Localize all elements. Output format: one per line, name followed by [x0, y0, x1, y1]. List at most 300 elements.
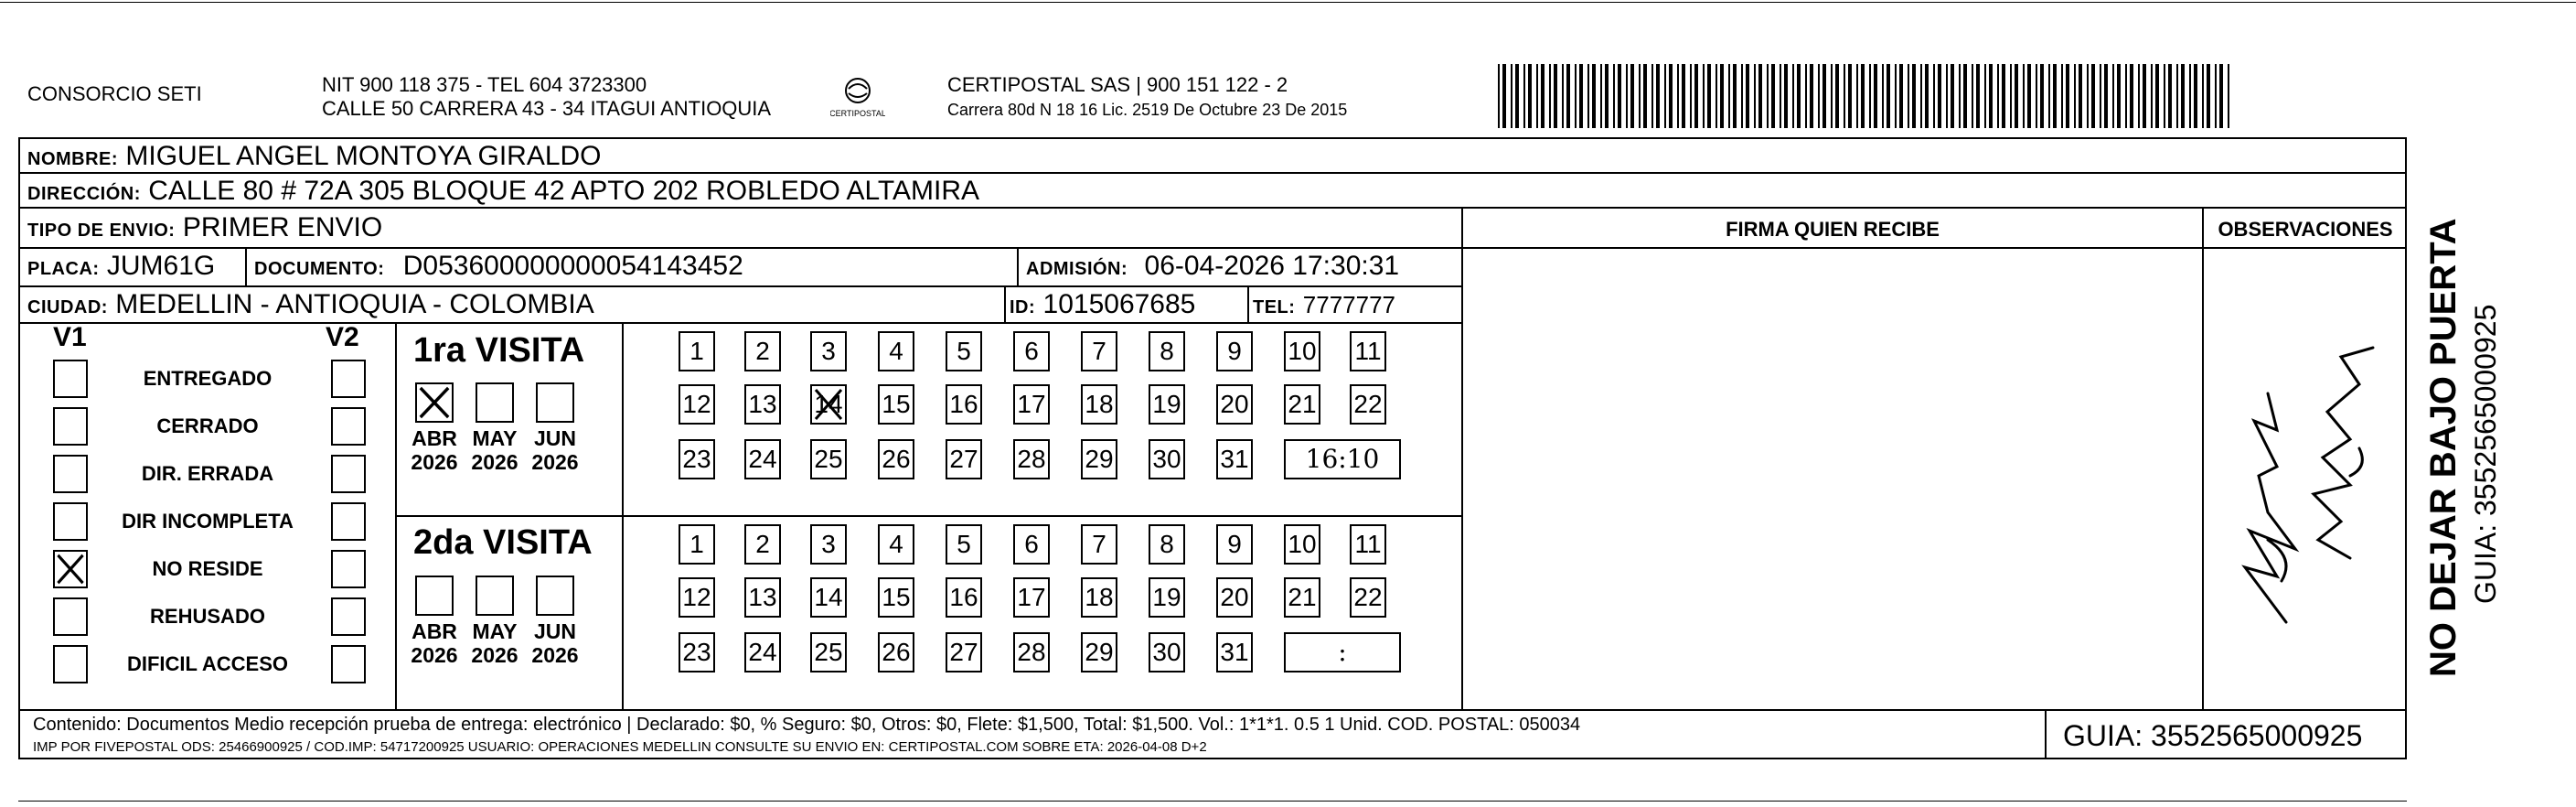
visit1-day-label: 28 — [1017, 445, 1046, 473]
visit1-title: 1ra VISITA — [413, 331, 585, 370]
barcode-bar — [2023, 64, 2025, 128]
barcode-bar — [2079, 64, 2082, 128]
barcode-bar — [2228, 64, 2229, 128]
visit1-month-checkbox-abr[interactable] — [415, 382, 454, 423]
divider — [1017, 247, 1019, 285]
visit1-day-box[interactable] — [878, 439, 914, 479]
visit2-time-field[interactable]: : — [1284, 632, 1401, 672]
barcode-bar — [1613, 64, 1615, 128]
documento-label: DOCUMENTO: — [254, 259, 385, 279]
barcode-bar — [2143, 64, 2146, 128]
visit1-day-box[interactable] — [1149, 384, 1185, 425]
status-label: DIFICIL ACCESO — [126, 652, 288, 675]
visit2-day-label: 24 — [748, 638, 777, 666]
visit1-day-label: 9 — [1227, 337, 1242, 365]
visit1-day-label: 16 — [949, 390, 978, 418]
barcode-bar — [2125, 64, 2127, 128]
visit1-day-box[interactable] — [1216, 331, 1253, 371]
v1-checkbox-dir-errada[interactable] — [53, 455, 88, 493]
visit2-day-label: 26 — [882, 638, 911, 666]
v1-checkbox-entregado[interactable] — [53, 360, 88, 398]
visit2-day-box[interactable] — [810, 577, 847, 618]
barcode-bar — [1754, 64, 1756, 128]
visit1-day-label: 7 — [1092, 337, 1106, 365]
barcode-bar — [1758, 64, 1762, 128]
barcode-bar — [1728, 64, 1730, 128]
id-value: 1015067685 — [1042, 289, 1196, 319]
barcode-bar — [1912, 64, 1916, 128]
visit1-day-label: 19 — [1152, 390, 1181, 418]
documento-cell — [254, 250, 743, 285]
visit1-day-label: 12 — [682, 390, 711, 418]
visit2-month-label: JUN — [533, 619, 576, 643]
visit2-month-checkbox-jun[interactable] — [536, 576, 574, 616]
visit2-year-label: 2026 — [471, 643, 518, 667]
v1-checkbox-rehusado[interactable] — [53, 597, 88, 636]
barcode-bar — [2207, 64, 2210, 128]
barcode-bar — [1651, 64, 1653, 128]
logo-text: CERTIPOSTAL — [830, 109, 885, 118]
tel-cell — [1253, 288, 1395, 324]
visit1-day-box[interactable] — [679, 384, 715, 425]
visit1-day-label: 23 — [682, 445, 711, 473]
visit2-day-box[interactable] — [1081, 632, 1117, 672]
visit2-day-label: 17 — [1017, 583, 1046, 611]
visit1-day-label: 2 — [755, 337, 770, 365]
visit1-day-box[interactable] — [810, 439, 847, 479]
visit1-day-label: 18 — [1085, 390, 1114, 418]
visit1-day-label: 5 — [957, 337, 971, 365]
visit2-month-checkbox-may[interactable] — [476, 576, 514, 616]
visit1-day-box[interactable] — [1350, 384, 1386, 425]
visit1-day-label: 8 — [1160, 337, 1174, 365]
visit1-day-label: 10 — [1288, 337, 1317, 365]
visit1-day-box[interactable] — [946, 331, 982, 371]
barcode-bar — [1895, 64, 1897, 128]
visit2-day-label: 10 — [1288, 530, 1317, 558]
barcode-bar — [1792, 64, 1794, 128]
side-guia: GUIA: 3552565000925 — [2469, 304, 2502, 604]
visit2-day-label: 18 — [1085, 583, 1114, 611]
barcode-bar — [1784, 64, 1788, 128]
barcode-bar — [2027, 64, 2031, 128]
barcode-bar — [1592, 64, 1596, 128]
barcode-bar — [1575, 64, 1577, 128]
visit2-day-box[interactable] — [1081, 524, 1117, 565]
divider — [18, 247, 2407, 249]
visit2-day-label: 20 — [1220, 583, 1249, 611]
barcode-bar — [1933, 64, 1935, 128]
barcode-bar — [1844, 64, 1845, 128]
courier-line: CERTIPOSTAL SAS | 900 151 122 - 2 — [947, 73, 1288, 96]
visit1-day-label: 29 — [1085, 445, 1114, 473]
visit2-year-label: 2026 — [531, 643, 579, 667]
barcode-bar — [1741, 64, 1743, 128]
visit1-day-box[interactable] — [744, 439, 781, 479]
barcode-bar — [1579, 64, 1583, 128]
visit2-day-label: 12 — [682, 583, 711, 611]
v2-checkbox-no-reside[interactable] — [331, 550, 366, 588]
barcode-bar — [1856, 64, 1858, 128]
visit2-year-label: 2026 — [411, 643, 458, 667]
barcode-bar — [1989, 64, 1993, 128]
tipo-row — [27, 211, 382, 247]
barcode-bar — [2048, 64, 2050, 128]
v1-checkbox-no-reside[interactable] — [53, 550, 88, 588]
direccion-row — [27, 175, 979, 210]
divider — [395, 515, 1461, 517]
visit2-day-box[interactable] — [679, 524, 715, 565]
direccion-value: CALLE 80 # 72A 305 BLOQUE 42 APTO 202 ROBLEDO ALTAMIRA — [148, 176, 980, 206]
barcode-bar — [1541, 64, 1545, 128]
barcode-bar — [1908, 64, 1909, 128]
visit1-month-checkbox-may[interactable] — [476, 382, 514, 423]
status-label: CERRADO — [156, 414, 259, 437]
barcode-bar — [1925, 64, 1929, 128]
barcode-bar — [1703, 64, 1705, 128]
barcode-bar — [1997, 64, 1999, 128]
barcode-bar — [2117, 64, 2121, 128]
visit1-year-label: 2026 — [531, 450, 579, 474]
visit1-day-box[interactable] — [1081, 384, 1117, 425]
visit1-day-box[interactable] — [1149, 439, 1185, 479]
visit1-day-box[interactable] — [1284, 331, 1320, 371]
placa-cell — [27, 250, 215, 285]
visit1-month-label: MAY — [472, 426, 518, 450]
visit1-time-field[interactable]: 16:10 — [1284, 439, 1401, 479]
visit2-day-box[interactable] — [1216, 632, 1253, 672]
barcode-bar — [1562, 64, 1564, 128]
barcode-bar — [2066, 64, 2069, 128]
barcode-bar — [2100, 64, 2101, 128]
visit2-day-box[interactable] — [946, 577, 982, 618]
barcode-bar — [1502, 64, 1506, 128]
barcode-bar — [1600, 64, 1602, 128]
barcode-bar — [1536, 64, 1538, 128]
barcode-bar — [1882, 64, 1884, 128]
barcode-bar — [1780, 64, 1781, 128]
barcode-bar — [1874, 64, 1877, 128]
visit1-day-box[interactable] — [679, 331, 715, 371]
signature — [2213, 329, 2396, 631]
v2-checkbox-dir-incompleta[interactable] — [331, 502, 366, 541]
v2-checkbox-entregado[interactable] — [331, 360, 366, 398]
visit2-day-label: 15 — [882, 583, 911, 611]
visit2-day-label: 2 — [755, 530, 770, 558]
visit2-day-label: 7 — [1092, 530, 1106, 558]
visit2-day-label: 11 — [1354, 530, 1382, 558]
visit2-day-label: 3 — [821, 530, 836, 558]
barcode-bar — [1771, 64, 1775, 128]
visit2-day-label: 22 — [1353, 583, 1383, 611]
barcode-bar — [1946, 64, 1948, 128]
visit2-day-box[interactable] — [744, 632, 781, 672]
barcode-bar — [1869, 64, 1871, 128]
nit-line: NIT 900 118 375 - TEL 604 3723300 — [322, 73, 647, 96]
visit2-day-label: 13 — [748, 583, 777, 611]
barcode-bar — [1690, 64, 1692, 128]
barcode-bar — [1797, 64, 1801, 128]
barcode-bar — [1639, 64, 1641, 128]
barcode-bar — [1951, 64, 1954, 128]
visit2-day-box[interactable] — [679, 632, 715, 672]
visit1-day-label: 3 — [821, 337, 836, 365]
visit2-day-box[interactable] — [1149, 632, 1185, 672]
visit2-day-label: 4 — [889, 530, 903, 558]
visit1-day-label: 4 — [889, 337, 903, 365]
barcode-bar — [1605, 64, 1609, 128]
ciudad-label: CIUDAD: — [27, 297, 108, 317]
barcode-bar — [1694, 64, 1698, 128]
barcode-bar — [1682, 64, 1685, 128]
footer-guia: GUIA: 3552565000925 — [2063, 719, 2363, 752]
barcode-bar — [1618, 64, 1621, 128]
visit2-day-box[interactable] — [1350, 524, 1386, 565]
barcode-bar — [1848, 64, 1852, 128]
barcode-bar — [1746, 64, 1749, 128]
visit1-year-label: 2026 — [411, 450, 458, 474]
barcode-bar — [1511, 64, 1512, 128]
visit2-day-label: 1 — [689, 530, 704, 558]
barcode-bar — [1716, 64, 1717, 128]
visit1-day-label: 30 — [1152, 445, 1181, 473]
visit1-day-box[interactable] — [810, 331, 847, 371]
v2-checkbox-dificil-acceso[interactable] — [331, 645, 366, 683]
visit2-day-label: 30 — [1152, 638, 1181, 666]
visit1-month-checkbox-jun[interactable] — [536, 382, 574, 423]
barcode-bar — [1720, 64, 1724, 128]
visit1-year-label: 2026 — [471, 450, 518, 474]
visit1-day-label: 22 — [1353, 390, 1383, 418]
divider — [622, 322, 624, 709]
visit1-day-box[interactable] — [1081, 331, 1117, 371]
visit1-day-box[interactable] — [810, 384, 847, 425]
visit2-day-box[interactable] — [946, 632, 982, 672]
visit2-day-box[interactable] — [1013, 577, 1050, 618]
visit2-day-label: 25 — [814, 638, 843, 666]
barcode-bar — [2151, 64, 2153, 128]
visit2-day-box[interactable] — [1149, 524, 1185, 565]
barcode-bar — [2215, 64, 2217, 128]
barcode-bar — [1835, 64, 1839, 128]
visit2-day-label: 23 — [682, 638, 711, 666]
firma-header: FIRMA QUIEN RECIBE — [1726, 218, 1940, 241]
barcode-bar — [1630, 64, 1634, 128]
visit2-day-label: 21 — [1288, 583, 1317, 611]
bottom-edge — [18, 801, 2407, 802]
visit2-day-box[interactable] — [1284, 524, 1320, 565]
barcode-bar — [1498, 64, 1500, 128]
visit2-day-box[interactable] — [744, 577, 781, 618]
visit1-month-label: ABR — [412, 426, 457, 450]
v2-checkbox-cerrado[interactable] — [331, 407, 366, 446]
barcode-bar — [2189, 64, 2191, 128]
visit1-day-box[interactable] — [878, 331, 914, 371]
barcode-bar — [1984, 64, 1986, 128]
barcode-bar — [1549, 64, 1551, 128]
barcode-bar — [2010, 64, 2012, 128]
visit2-day-label: 29 — [1085, 638, 1114, 666]
barcode-bar — [1822, 64, 1826, 128]
divider — [1461, 207, 1463, 709]
v2-label: V2 — [326, 322, 359, 352]
visit1-day-label: 31 — [1220, 445, 1249, 473]
visit2-day-box[interactable] — [744, 524, 781, 565]
barcode-bar — [2087, 64, 2089, 128]
divider — [2202, 207, 2204, 709]
visit1-day-label: 21 — [1288, 390, 1317, 418]
visit2-day-box[interactable] — [1350, 577, 1386, 618]
barcode-bar — [1677, 64, 1679, 128]
admision-label: ADMISIÓN: — [1026, 259, 1128, 279]
visit2-month-label: ABR — [412, 619, 457, 643]
visit1-day-label: 14 — [814, 390, 843, 418]
visit1-day-box[interactable] — [1013, 384, 1050, 425]
barcode-bar — [1643, 64, 1647, 128]
visit1-day-box[interactable] — [1284, 384, 1320, 425]
visit2-day-box[interactable] — [810, 632, 847, 672]
visit2-day-box[interactable] — [1216, 524, 1253, 565]
visit2-day-box[interactable] — [679, 577, 715, 618]
visit1-day-box[interactable] — [1013, 331, 1050, 371]
barcode-bar — [1554, 64, 1557, 128]
visit2-day-box[interactable] — [1149, 577, 1185, 618]
ciudad-cell — [27, 288, 594, 324]
visit1-day-box[interactable] — [1216, 384, 1253, 425]
barcode-bar — [2091, 64, 2095, 128]
visit1-day-label: 20 — [1220, 390, 1249, 418]
footer-imp: IMP POR FIVEPOSTAL ODS: 25466900925 / COD.IMP: 54717200925 USUARIO: OPERACIONES MEDELLIN CONSULTE SU ENVIO EN: CERTIPOSTAL.COM SOBRE ETA: 2026-04-08 D+2 — [33, 739, 1207, 755]
visit2-day-label: 27 — [949, 638, 978, 666]
visit2-day-box[interactable] — [1081, 577, 1117, 618]
visit1-month-label: JUN — [533, 426, 576, 450]
visit1-day-box[interactable] — [878, 384, 914, 425]
footer-contenido: Contenido: Documentos Medio recepción prueba de entrega: electrónico | Declarado: $0, % Seguro: $0, Otros: $0, Flete: $1,500, Total: $1,500. Vol.: 1*1*1. 0.5 1 Unid. COD. POSTAL: 050034 — [33, 715, 1581, 735]
barcode-bar — [1664, 64, 1666, 128]
visit1-day-box[interactable] — [1013, 439, 1050, 479]
visit2-month-checkbox-abr[interactable] — [415, 576, 454, 616]
visit2-day-box[interactable] — [810, 524, 847, 565]
visit2-day-label: 16 — [949, 583, 978, 611]
visit2-day-box[interactable] — [878, 577, 914, 618]
visit2-day-box[interactable] — [1284, 577, 1320, 618]
visit2-day-box[interactable] — [878, 524, 914, 565]
visit1-day-label: 13 — [748, 390, 777, 418]
check-mark-icon — [55, 552, 86, 586]
v1-checkbox-dir-incompleta[interactable] — [53, 502, 88, 541]
barcode-bar — [1523, 64, 1525, 128]
visit2-day-label: 19 — [1152, 583, 1181, 611]
divider — [18, 285, 1461, 287]
top-edge — [0, 2, 2576, 3]
visit2-day-label: 31 — [1220, 638, 1249, 666]
barcode-bar — [2074, 64, 2076, 128]
barcode-bar — [1887, 64, 1890, 128]
v2-checkbox-rehusado[interactable] — [331, 597, 366, 636]
visit1-day-label: 11 — [1354, 337, 1382, 365]
id-label: ID: — [1010, 297, 1036, 317]
visit1-day-box[interactable] — [679, 439, 715, 479]
divider — [18, 709, 2407, 711]
barcode-bar — [1733, 64, 1737, 128]
company-name: CONSORCIO SETI — [27, 82, 202, 105]
nombre-value: MIGUEL ANGEL MONTOYA GIRALDO — [125, 141, 602, 171]
visit1-day-label: 15 — [882, 390, 911, 418]
barcode-bar — [1669, 64, 1673, 128]
barcode-bar — [1528, 64, 1532, 128]
v1-checkbox-dificil-acceso[interactable] — [53, 645, 88, 683]
id-cell — [1010, 288, 1195, 324]
v2-checkbox-dir-errada[interactable] — [331, 455, 366, 493]
placa-label: PLACA: — [27, 259, 100, 279]
address-line: CALLE 50 CARRERA 43 - 34 ITAGUI ANTIOQUIA — [322, 97, 772, 120]
status-label: ENTREGADO — [143, 367, 273, 390]
barcode-bar — [2138, 64, 2140, 128]
visit2-day-box[interactable] — [946, 524, 982, 565]
direccion-label: DIRECCIÓN: — [27, 184, 141, 204]
visit2-month-label: MAY — [472, 619, 518, 643]
barcode-bar — [2061, 64, 2063, 128]
visit1-day-box[interactable] — [744, 384, 781, 425]
visit2-day-label: 14 — [814, 583, 843, 611]
barcode-bar — [2194, 64, 2197, 128]
visit1-day-box[interactable] — [1149, 331, 1185, 371]
visit2-day-label: 9 — [1227, 530, 1242, 558]
documento-value: D053600000000054143452 — [402, 251, 743, 281]
check-mark-icon — [417, 384, 452, 421]
v1-label: V1 — [53, 322, 87, 352]
visit2-day-label: 6 — [1024, 530, 1039, 558]
visit1-day-box[interactable] — [946, 384, 982, 425]
barcode-bar — [2164, 64, 2165, 128]
tel-label: TEL: — [1253, 297, 1296, 317]
barcode-bar — [2176, 64, 2178, 128]
visit2-day-box[interactable] — [878, 632, 914, 672]
barcode-bar — [1805, 64, 1807, 128]
barcode-bar — [2002, 64, 2005, 128]
barcode-bar — [1810, 64, 1813, 128]
divider — [1247, 285, 1249, 322]
barcode-bar — [1963, 64, 1967, 128]
status-label: REHUSADO — [150, 605, 265, 628]
visit1-day-box[interactable] — [744, 331, 781, 371]
placa-value: JUM61G — [106, 251, 216, 281]
tel-value: 7777777 — [1302, 291, 1396, 318]
visit1-day-label: 6 — [1024, 337, 1039, 365]
barcode-bar — [1861, 64, 1865, 128]
visit2-day-box[interactable] — [1013, 524, 1050, 565]
visit2-day-box[interactable] — [1013, 632, 1050, 672]
ciudad-value: MEDELLIN - ANTIOQUIA - COLOMBIA — [115, 289, 594, 319]
visit1-day-box[interactable] — [1081, 439, 1117, 479]
barcode-bar — [1831, 64, 1833, 128]
v1-checkbox-cerrado[interactable] — [53, 407, 88, 446]
barcode-bar — [2202, 64, 2204, 128]
visit2-day-label: 5 — [957, 530, 971, 558]
barcode-bar — [1938, 64, 1941, 128]
visit1-day-box[interactable] — [1216, 439, 1253, 479]
divider — [245, 247, 247, 285]
visit2-day-box[interactable] — [1216, 577, 1253, 618]
visit1-day-box[interactable] — [1350, 331, 1386, 371]
observaciones-header: OBSERVACIONES — [2218, 218, 2393, 241]
visit1-day-box[interactable] — [946, 439, 982, 479]
visit1-day-label: 24 — [748, 445, 777, 473]
barcode-bar — [1818, 64, 1820, 128]
barcode-bar — [2053, 64, 2057, 128]
status-label: DIR INCOMPLETA — [122, 510, 294, 533]
barcode-bar — [1566, 64, 1570, 128]
